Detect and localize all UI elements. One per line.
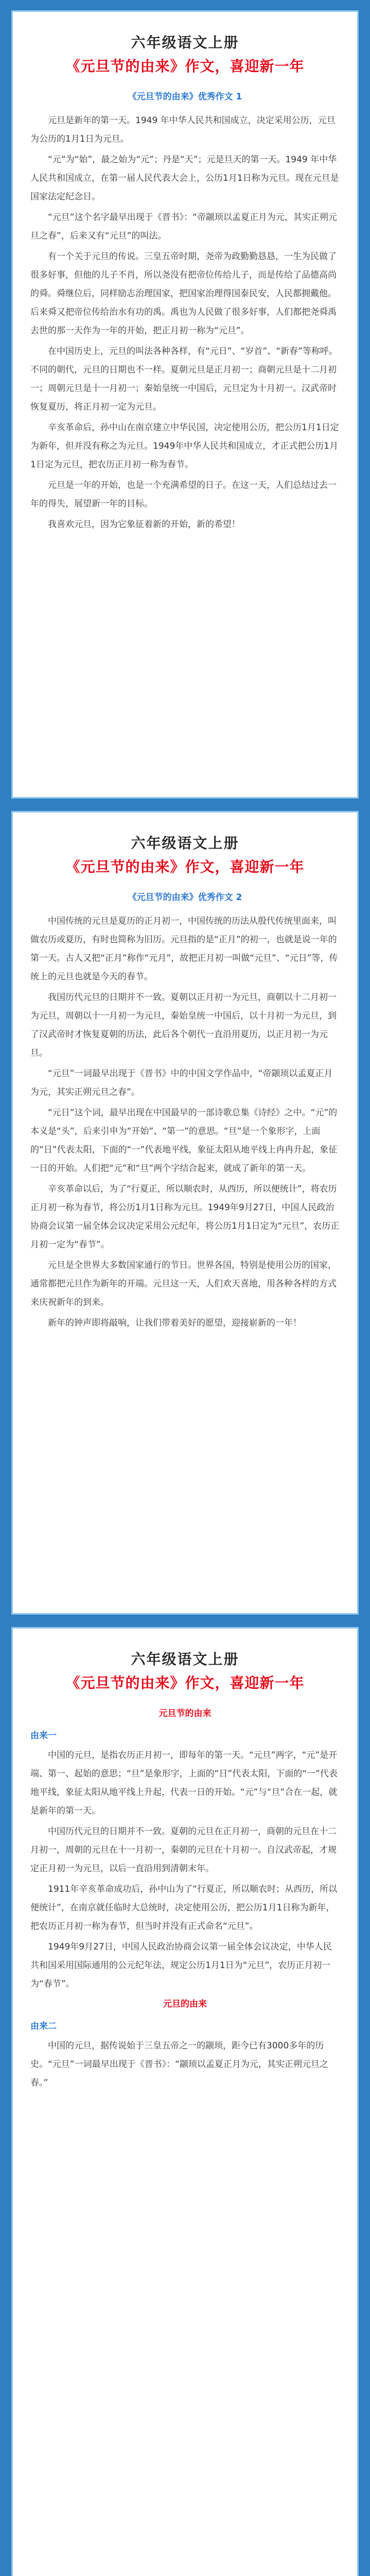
section-subtitle: 《元旦节的由来》优秀作文 2 [128, 892, 242, 903]
grade-title: 六年级语文上册 [131, 34, 239, 51]
paragraph: 辛亥革命后，孙中山在南京建立中华民国，决定使用公历，把公历1月1日定为新年，但并没有称之为元旦。1949年中华人民共和国成立，才正式把公历1月1日定为元旦，把农历正月初一称为春节。 [30, 422, 339, 470]
paragraph: 有一个关于元旦的传说。三皇五帝时期，尧帝为政勤勤恳恳，一生为民做了很多好事，但他的儿子不肖，所以尧没有把帝位传给儿子，而是传给了品德高尚的舜。舜继位后，同样励志治理国家，把国家治理得国泰民安，人民都拥戴他。后来舜又把帝位传给治水有功的禹。禹也为人民做了很多好事，人们都把尧舜禹去世的那一天作为一年的开始，把正月初一称为“元旦”。 [30, 251, 337, 336]
paragraph: 在中国历史上，元旦的叫法各种各样，有“元日”、“岁首”、“新春”等称呼。不同的朝代，元旦的日期也不一样。夏朝元旦是正月初一；商朝元旦是十二月初一；周朝元旦是十一月初一；秦始皇统一中国后，元旦定为十月初一。汉武帝时恢复夏历，将正月初一定为元旦。 [30, 346, 338, 412]
essay-title: 《元旦节的由来》作文，喜迎新一年 [65, 1674, 305, 1691]
essay-card-2 [11, 811, 359, 1615]
essay-card-3 [11, 1627, 359, 2576]
section-subtitle: 《元旦节的由来》优秀作文 1 [128, 92, 242, 102]
paragraph: “元旦”一词最早出现于《晋书》中的中国文学作品中，“帝颛顼以孟夏正月为元，其实正朔元旦之春”。 [30, 1069, 333, 1097]
essay-title: 《元旦节的由来》作文，喜迎新一年 [65, 858, 305, 875]
paragraph: 1911年辛亥革命成功后，孙中山为了“行夏正，所以顺农时；从西历，所以便统计”，在南京就任临时大总统时，决定使用公历，把公历1月1日称为新年，把农历正月初一称为春节，但当时并没有正式命名“元旦”。 [30, 1884, 338, 1931]
essay-card-1 [11, 10, 359, 799]
section-subtitle: 元旦节的由来 [158, 1708, 212, 1719]
paragraph: 我喜欢元旦，因为它象征着新的开始，新的希望！ [48, 519, 240, 530]
grade-title: 六年级语文上册 [131, 835, 239, 852]
essay-title: 《元旦节的由来》作文，喜迎新一年 [65, 58, 305, 75]
paragraph: 我国历代元旦的日期并不一致。夏朝以正月初一为元旦，商朝以十二月初一为元旦，周朝以十一月初一为元旦，秦始皇统一中国后，以十月初一为元旦，到了汉武帝时才恢复夏朝的历法，此后各个朝代一直沿用夏历，以正月初一为元旦。 [30, 992, 337, 1058]
paragraph: “元日”这个词，最早出现在中国最早的一部诗歌总集《诗经》之中。“元”的本义是“头”，后来引申为“开始”、“第一”的意思。“旦”是一个象形字，上面的“日”代表太阳，下面的“一”代表地平线，象征太阳从地平线上冉冉升起，象征一日的开始。人们把“元”和“旦”两个字结合起来，就成了新年的第一天。 [30, 1108, 338, 1174]
section-label: 由来一 [30, 1731, 57, 1741]
paragraph: 中国历代元旦的日期并不一致。夏朝的元旦在正月初一，商朝的元旦在十二月初一，周朝的元旦在十一月初一，秦朝的元旦在十月初一。自汉武帝起，才规定正月初一为元旦，以后一直沿用到清朝末年。 [30, 1826, 337, 1874]
paragraph: 中国传统的元旦是夏历的正月初一，中国传统的历法从殷代传统里面来，叫做农历或夏历，有时也简称为旧历。元旦指的是“正月”的初一，也就是说一年的第一天。古人又把“正月”称作“元月”，故把正月初一叫做“元旦”、“元日”等，传统上的元旦也就是今天的春节。 [30, 916, 338, 982]
paragraph: 元旦是新年的第一天。1949 年中华人民共和国成立，决定采用公历，元旦为公历的1月1日为元旦。 [30, 115, 336, 144]
paragraph: “元”为“始”，最之始为“元”；丹是“天”；元是旦天的第一天。1949 年中华人民共和国成立，在第一届人民代表大会上，公历1月1日称为元旦。现在元旦是国家法定纪念日。 [30, 155, 339, 202]
paragraph: 新年的钟声即将敲响，让我们带着美好的愿望，迎接崭新的一年！ [48, 1318, 302, 1328]
paragraph: “元旦”这个名字最早出现于《晋书》：“帝颛顼以孟夏正月为元，其实正朔元旦之春”，后来又有“元旦”的叫法。 [30, 212, 337, 241]
paragraph: 1949年9月27日，中国人民政治协商会议第一届全体会议决定，中华人民共和国采用国际通用的公元纪年法，规定公历1月1日为“元旦”，农历正月初一为“春节”。 [30, 1942, 332, 1989]
paragraph: 元旦是全世界大多数国家通行的节日。世界各国，特别是使用公历的国家，通常都把元旦作为新年的开端。元旦这一天，人们欢天喜地，用各种各样的方式来庆祝新年的到来。 [30, 1260, 337, 1308]
paragraph: 中国的元旦，是指农历正月初一，即每年的第一天。“元旦”两字，“元”是开端、第一、起始的意思；“旦”是象形字，上面的“日”代表太阳，下面的“一”代表地平线，象征太阳从地平线上升起，代表一日的开始。“元”与“旦”合在一起，就是新年的第一天。 [30, 1750, 338, 1816]
grade-title: 六年级语文上册 [131, 1651, 239, 1668]
paragraph: 元旦是一年的开始，也是一个充满希望的日子。在这一天，人们总结过去一年的得失，展望新一年的目标。 [30, 480, 337, 509]
section-label: 由来二 [30, 2021, 57, 2031]
paragraph: 辛亥革命以后，为了“行夏正，所以顺农时，从西历，所以便统计”，将农历正月初一称为春节，将公历1月1日称为元旦。1949年9月27日，中国人民政治协商会议第一届全体会议决定采用公元纪年，将公历1月1日定为“元旦”，农历正月初一定为“春节”。 [30, 1184, 340, 1250]
paragraph: 中国的元旦，据传说始于三皇五帝之一的颛顼，距今已有3000多年的历史。“元旦”一词最早出现于《晋书》：“颛顼以孟夏正月为元，其实正朔元旦之春。” [30, 2041, 328, 2088]
section-subtitle: 元旦的由来 [163, 1999, 207, 2009]
